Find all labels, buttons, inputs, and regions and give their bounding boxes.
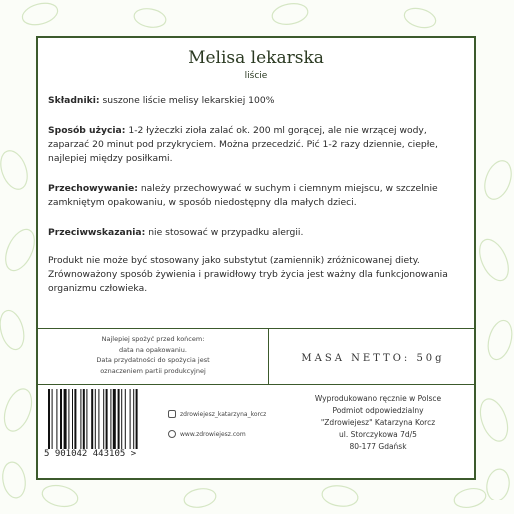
contraindications-section: [48, 226, 468, 240]
best-before-line: data na opakowaniu.: [119, 345, 187, 354]
barcode-bar: [52, 389, 53, 449]
contraindications-label: Przeciwwskazania:: [48, 227, 146, 238]
producer-line: 80-177 Gdańsk: [349, 442, 407, 451]
divider-line: [38, 384, 474, 385]
barcode-bar: [103, 389, 104, 449]
barcode-number: 5 901042 443105 >: [44, 449, 137, 459]
best-before-line: Data przydatności do spożycia jest: [96, 356, 210, 364]
barcode: [44, 389, 164, 463]
ingredients-text: suszone liście melisy lekarskiej 100%: [102, 95, 275, 106]
usage-label: Sposób użycia:: [48, 125, 126, 136]
usage-text: 1-2 łyżeczki zioła zalać ok. 200 ml gorącej, ale nie wrzącej wody, zaparzać 20 minut pod przykryciem. Można przecedzić. Pić 1-2 razy dziennie, ciepłe, najlepiej między posiłkami.: [48, 125, 438, 164]
barcode-bar: [133, 389, 134, 449]
product-label: [36, 36, 476, 480]
producer-line: Podmiot odpowiedzialny: [332, 406, 424, 415]
barcode-bar: [56, 389, 57, 449]
disclaimer-text: Produkt nie może być stosowany jako substytut (zamiennik) zróżnicowanej diety. Zrównoważony sposób żywienia i prawidłowy tryb życia jest ważny dla funkcjonowania organizmu człowieka.: [48, 255, 448, 294]
barcode-bar: [91, 389, 93, 449]
ingredients-section: [48, 94, 468, 108]
ingredients-label: Składniki:: [48, 95, 100, 106]
best-before-info: [38, 334, 268, 376]
globe-icon: [168, 430, 176, 438]
barcode-bars: [44, 389, 164, 449]
website-text: www.zdrowiejesz.com: [180, 430, 246, 438]
usage-section: [48, 124, 468, 166]
divider-line: [38, 328, 474, 329]
product-form: liście: [244, 71, 268, 81]
net-mass: MASA NETTO: 50g: [301, 352, 445, 364]
barcode-bar: [68, 389, 69, 449]
storage-section: [48, 182, 468, 210]
barcode-bar: [113, 389, 116, 449]
barcode-bar: [48, 389, 50, 449]
barcode-bar: [121, 389, 122, 449]
barcode-bar: [136, 389, 138, 449]
barcode-bar: [60, 389, 62, 449]
product-name: Melisa lekarska: [188, 48, 324, 68]
leaf-decoration-right: [478, 140, 514, 500]
barcode-bar: [106, 389, 108, 449]
leaf-decoration-bottom: [0, 480, 514, 514]
leaf-decoration-left: [0, 140, 36, 500]
barcode-bar: [98, 389, 99, 449]
contraindications-text: nie stosować w przypadku alergii.: [148, 227, 304, 238]
storage-text: należy przechowywać w suchym i ciemnym miejscu, w szczelnie zamkniętym opakowaniu, w sposób niedostępny dla małych dzieci.: [48, 183, 438, 208]
barcode-bar: [64, 389, 67, 449]
website-link[interactable]: [168, 430, 246, 438]
barcode-bar: [80, 389, 81, 449]
leaf-decoration-top: [0, 0, 514, 36]
instagram-text: zdrowiejesz_katarzyna_korcz: [180, 410, 267, 418]
best-before-line: oznaczeniem partii produkcyjnej: [100, 366, 206, 375]
storage-label: Przechowywanie:: [48, 183, 138, 194]
barcode-bar: [118, 389, 120, 449]
barcode-bar: [83, 389, 85, 449]
instagram-handle[interactable]: [168, 410, 266, 418]
divider-vertical: [268, 328, 269, 384]
best-before-line: Najlepiej spożyć przed końcem:: [101, 335, 205, 343]
barcode-bar: [130, 389, 131, 449]
producer-line: ul. Storczykowa 7d/5: [339, 430, 417, 439]
producer-line: "Zdrowiejesz" Katarzyna Korcz: [320, 418, 436, 427]
barcode-bar: [110, 389, 111, 449]
barcode-bar: [95, 389, 96, 449]
instagram-icon: [168, 410, 176, 418]
producer-info: [278, 393, 478, 453]
barcode-bar: [72, 389, 73, 449]
producer-line: Wyprodukowano ręcznie w Polsce: [314, 394, 442, 403]
barcode-bar: [74, 389, 76, 449]
barcode-bar: [125, 389, 126, 449]
barcode-bar: [86, 389, 87, 449]
